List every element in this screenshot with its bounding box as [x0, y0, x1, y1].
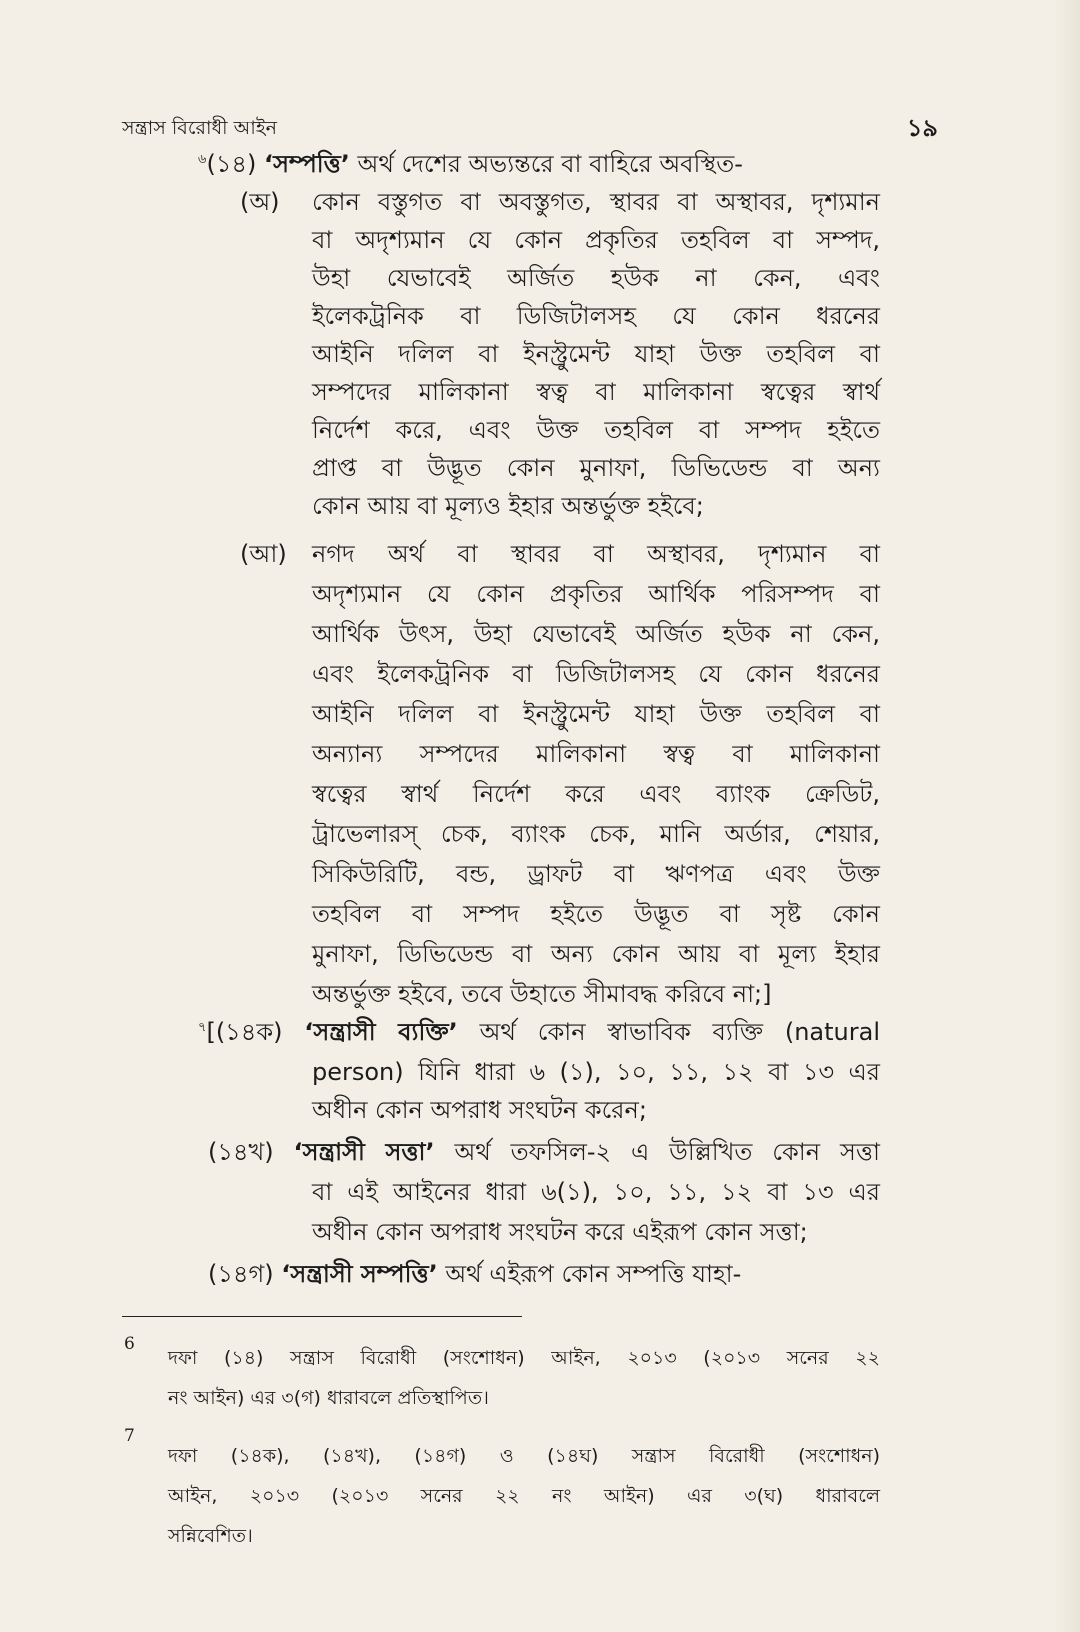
sub-a-line: সম্পদের মালিকানা স্বত্ব বা মালিকানা স্বত্বের স্বার্থ — [312, 378, 880, 406]
clause-14ga-term: ‘সন্ত্রাসী সম্পত্তি’ — [281, 1260, 438, 1288]
clause-14ka-line: person) যিনি ধারা ৬ (১), ১০, ১১, ১২ বা ১৩ এর — [312, 1058, 880, 1086]
footnote-marker-7: ৭ — [198, 1020, 207, 1035]
clause-14kha-text: অর্থ তফসিল-২ এ উল্লিখিত কোন সত্তা — [454, 1138, 880, 1166]
sub-a-line: ইলেকট্রনিক বা ডিজিটালসহ যে কোন ধরনের — [312, 302, 880, 330]
sub-aa-line: আর্থিক উৎস, উহা যেভাবেই অর্জিত হউক না কেন, — [312, 620, 880, 648]
clause-14-term: ‘সম্পত্তি’ — [263, 150, 350, 178]
clause-14kha-term: ‘সন্ত্রাসী সত্তা’ — [293, 1138, 435, 1166]
sub-aa-line: এবং ইলেকট্রনিক বা ডিজিটালসহ যে কোন ধরনের — [312, 660, 880, 688]
clause-14kha-line: অধীন কোন অপরাধ সংঘটন করে এইরূপ কোন সত্তা; — [312, 1218, 808, 1246]
sub-aa-line: ট্রাভেলারস্ চেক, ব্যাংক চেক, মানি অর্ডার, শেয়ার, — [312, 820, 880, 848]
page-number: ১৯ — [906, 114, 938, 142]
sub-aa-label: (আ) — [240, 540, 287, 568]
footnote-7-line: দফা (১৪ক), (১৪খ), (১৪গ) ও (১৪ঘ) সন্ত্রাস বিরোধী (সংশোধন) — [168, 1445, 880, 1467]
sub-a-line: উহা যেভাবেই অর্জিত হউক না কেন, এবং — [312, 264, 880, 292]
clause-14kha-heading — [208, 1136, 880, 1169]
running-header-title: সন্ত্রাস বিরোধী আইন — [122, 117, 277, 139]
sub-aa-line: স্বত্বের স্বার্থ নির্দেশ করে এবং ব্যাংক ক্রেডিট, — [312, 780, 880, 808]
clause-14kha-line: বা এই আইনের ধারা ৬(১), ১০, ১১, ১২ বা ১৩ এর — [312, 1178, 880, 1206]
clause-14ga-text: অর্থ এইরূপ কোন সম্পত্তি যাহা- — [445, 1260, 742, 1288]
clause-14kha-number: (১৪খ) — [208, 1138, 274, 1166]
sub-aa-line-last: অন্তর্ভুক্ত হইবে, তবে উহাতে সীমাবদ্ধ করিবে না;] — [312, 980, 772, 1008]
clause-14-intro: অর্থ দেশের অভ্যন্তরে বা বাহিরে অবস্থিত- — [357, 150, 743, 178]
sub-a-line: বা অদৃশ্যমান যে কোন প্রকৃতির তহবিল বা সম্পদ, — [312, 226, 880, 254]
sub-aa-line: নগদ অর্থ বা স্থাবর বা অস্থাবর, দৃশ্যমান বা — [312, 540, 880, 568]
clause-14ka-line: অধীন কোন অপরাধ সংঘটন করেন; — [312, 1096, 647, 1124]
sub-a-line: নির্দেশ করে, এবং উক্ত তহবিল বা সম্পদ হইতে — [312, 416, 880, 444]
footnote-6-line: নং আইন) এর ৩(গ) ধারাবলে প্রতিস্থাপিত। — [168, 1387, 489, 1409]
footnote-rule — [122, 1316, 522, 1317]
sub-aa-line: তহবিল বা সম্পদ হইতে উদ্ভূত বা সৃষ্ট কোন — [312, 900, 880, 928]
sub-a-line: আইনি দলিল বা ইনস্ট্রুমেন্ট যাহা উক্ত তহবিল বা — [312, 340, 880, 368]
clause-14-number: (১৪) — [206, 150, 257, 178]
sub-a-line-last: কোন আয় বা মূল্যও ইহার অন্তর্ভুক্ত হইবে; — [312, 492, 704, 520]
clause-14ka-number: [(১৪ক) — [206, 1018, 283, 1046]
sub-aa-line: মুনাফা, ডিভিডেন্ড বা অন্য কোন আয় বা মূল্য ইহার — [312, 940, 880, 968]
sub-aa-line: আইনি দলিল বা ইনস্ট্রুমেন্ট যাহা উক্ত তহবিল বা — [312, 700, 880, 728]
sub-aa-line: অদৃশ্যমান যে কোন প্রকৃতির আর্থিক পরিসম্পদ বা — [312, 580, 880, 608]
clause-14-heading — [198, 148, 743, 181]
footnote-6-line: দফা (১৪) সন্ত্রাস বিরোধী (সংশোধন) আইন, ২০১৩ (২০১৩ সনের ২২ — [168, 1347, 880, 1369]
clause-14ka-text: অর্থ কোন স্বাভাবিক ব্যক্তি (natural — [479, 1018, 880, 1046]
clause-14ka-heading — [198, 1016, 880, 1049]
page-edge-shadow — [1054, 0, 1080, 1632]
footnote-number: 6 — [124, 1334, 135, 1354]
sub-a-line: প্রাপ্ত বা উদ্ভূত কোন মুনাফা, ডিভিডেন্ড বা অন্য — [312, 454, 880, 482]
footnote-number: 7 — [124, 1426, 135, 1446]
sub-aa-line: অন্যান্য সম্পদের মালিকানা স্বত্ব বা মালিকানা — [312, 740, 880, 768]
clause-14ga-number: (১৪গ) — [208, 1260, 274, 1288]
sub-aa-line: সিকিউরিটি, বন্ড, ড্রাফট বা ঋণপত্র এবং উক্ত — [312, 860, 880, 888]
clause-14ga-heading — [208, 1258, 741, 1291]
sub-a-line: কোন বস্তুগত বা অবস্তুগত, স্থাবর বা অস্থাবর, দৃশ্যমান — [312, 188, 880, 216]
footnote-marker-6: ৬ — [198, 152, 207, 167]
clause-14ka-term: ‘সন্ত্রাসী ব্যক্তি’ — [304, 1018, 458, 1046]
footnote-7-line: আইন, ২০১৩ (২০১৩ সনের ২২ নং আইন) এর ৩(ঘ) ধারাবলে — [168, 1485, 880, 1507]
sub-a-label: (অ) — [240, 188, 280, 216]
footnote-7-line: সন্নিবেশিত। — [168, 1525, 253, 1547]
